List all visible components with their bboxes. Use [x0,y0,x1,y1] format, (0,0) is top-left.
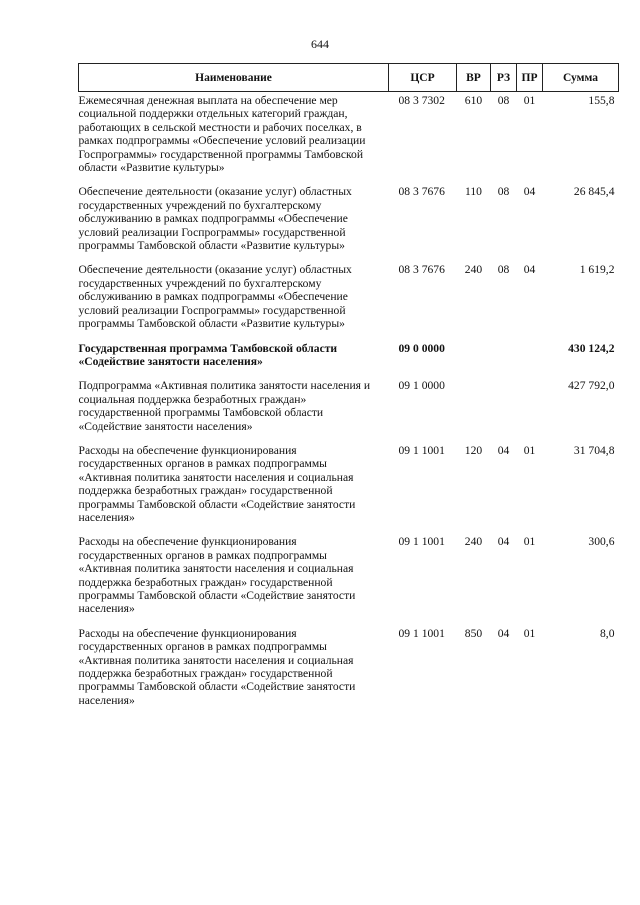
cell-sum: 427 792,0 [568,379,615,393]
cell-sum: 31 704,8 [573,443,615,457]
cell-vr: 240 [464,263,483,277]
cell-rz: 08 [497,263,510,277]
header-code: ЦСР [389,64,457,92]
cell-vr: 120 [464,443,483,457]
table-row [79,261,619,339]
cell-name: Расходы на обеспечение функционирования государственных органов в рамках подпрограммы «Активная политика занятости населения и социальная поддержка безработных граждан» государственной программы Тамбовской области «Содействие занятости населения» [78,626,356,707]
cell-name: Ежемесячная денежная выплата на обеспечение мер социальной поддержки отдельных категорий граждан, работающих в сельской местности и рабочих поселках, в рамках подпрограммы «Обеспечение условий реализации Госпрограммы» государственной программы Тамбовской области «Развитие культуры» [78,94,366,175]
cell-code: 09 1 0000 [398,379,445,393]
cell-pr: 04 [523,263,536,277]
cell-rz: 08 [497,185,510,199]
cell-rz: 08 [497,94,510,107]
cell-vr [457,377,491,442]
budget-table [78,63,619,716]
cell-sum: 155,8 [588,94,615,107]
table-row [79,533,619,624]
table-header [79,64,619,92]
cell-code: 09 1 1001 [398,535,445,549]
cell-code: 08 3 7676 [398,185,445,199]
cell-sum: 8,0 [600,626,615,640]
cell-vr: 240 [464,535,483,549]
cell-pr: 04 [523,185,536,199]
table-row [79,92,619,184]
cell-vr: 850 [464,626,483,640]
cell-code: 09 1 1001 [398,443,445,457]
cell-code: 08 3 7676 [398,263,445,277]
cell-pr [517,340,543,378]
cell-sum: 26 845,4 [573,185,615,199]
page-number: 644 [311,37,329,51]
cell-rz [491,377,517,442]
cell-rz: 04 [497,535,510,549]
header-row [79,64,619,92]
cell-vr [457,340,491,378]
cell-name: Обеспечение деятельности (оказание услуг) областных государственных учреждений по бухгалтерскому обслуживанию в рамках подпрограммы «Обеспечение условий реализации Госпрограммы» государственной программы Тамбовской области «Развитие культуры» [78,185,352,253]
cell-name: Государственная программа Тамбовской области «Содействие занятости населения» [78,341,338,368]
cell-rz: 04 [497,626,510,640]
table-row [79,340,619,378]
cell-name: Обеспечение деятельности (оказание услуг) областных государственных учреждений по бухгалтерскому обслуживанию в рамках подпрограммы «Обеспечение условий реализации Госпрограммы» государственной программы Тамбовской области «Развитие культуры» [78,263,352,331]
header-name: Наименование [79,64,389,92]
table-row [79,377,619,442]
cell-rz: 04 [497,443,510,457]
cell-pr: 01 [523,535,536,549]
cell-name: Подпрограмма «Активная политика занятости населения и социальная поддержка безработных граждан» государственной программы Тамбовской области «Содействие занятости населения» [78,379,371,433]
cell-rz [491,340,517,378]
cell-code: 08 3 7302 [398,94,445,107]
header-pr: ПР [517,64,543,92]
cell-code: 09 1 1001 [398,626,445,640]
cell-pr [517,377,543,442]
cell-sum: 430 124,2 [568,341,615,355]
header-vr: ВР [457,64,491,92]
table-body [79,92,619,717]
cell-code: 09 0 0000 [398,341,445,355]
cell-sum: 1 619,2 [579,263,615,277]
table-row [79,625,619,716]
header-rz: РЗ [491,64,517,92]
cell-sum: 300,6 [588,535,615,549]
cell-name: Расходы на обеспечение функционирования государственных органов в рамках подпрограммы «Активная политика занятости населения и социальная поддержка безработных граждан» государственной программы Тамбовской области «Содействие занятости населения» [78,535,356,616]
budget-table-container [78,63,618,716]
cell-pr: 01 [523,443,536,457]
cell-name: Расходы на обеспечение функционирования государственных органов в рамках подпрограммы «Активная политика занятости населения и социальная поддержка безработных граждан» государственной программы Тамбовской области «Содействие занятости населения» [78,443,356,524]
table-row [79,183,619,261]
cell-vr: 110 [465,185,482,199]
table-row [79,442,619,533]
cell-pr: 01 [523,94,536,107]
cell-pr: 01 [523,626,536,640]
header-sum: Сумма [543,64,619,92]
cell-vr: 610 [464,94,483,107]
